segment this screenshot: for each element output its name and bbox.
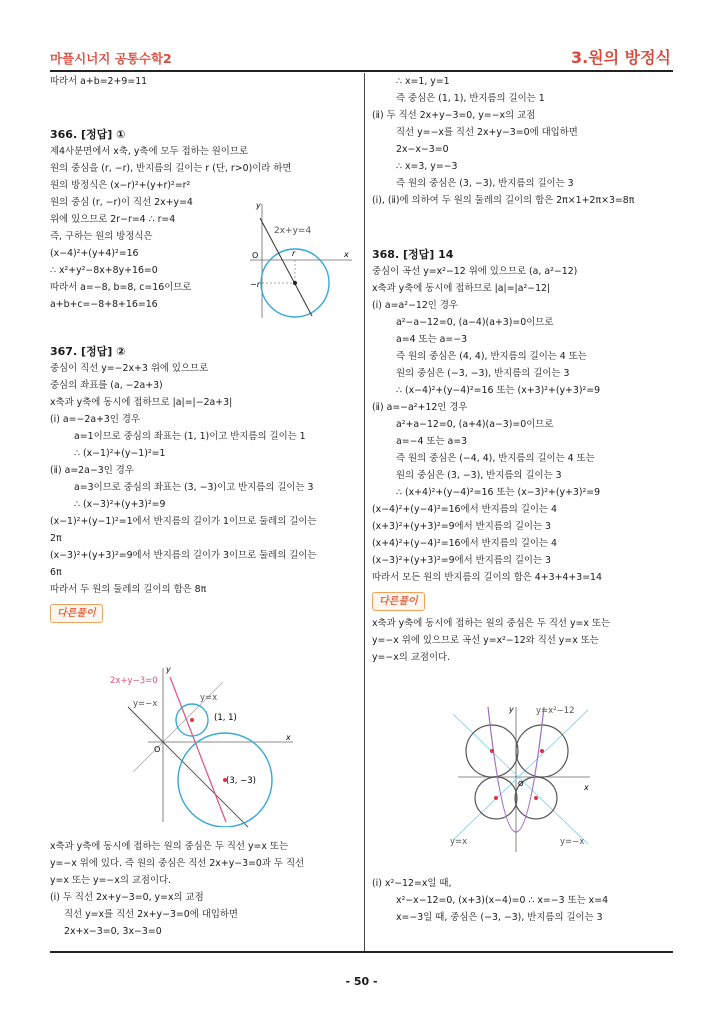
text-line: 원의 중심은 (−3, −3), 반지름의 길이는 3 (396, 368, 570, 379)
text-line: x=−3일 때, 중심은 (−3, −3), 반지름의 길이는 3 (396, 912, 603, 923)
text-line: 원의 중심 (r, −r)이 직선 2x+y=4 (50, 197, 193, 208)
chapter-title: 3.원의 방정식 (570, 48, 671, 67)
solution-367 (50, 343, 316, 621)
text-line: (x+3)²+(y+3)²=9에서 반지름의 길이는 3 (372, 521, 551, 532)
text-line: 6π (50, 567, 62, 578)
text-line: 원의 중심을 (r, −r), 반지름의 길이는 r (단, r>0)이라 하면 (50, 163, 292, 174)
x-label: x (286, 733, 291, 742)
text-line: 즉 원의 중심은 (3, −3), 반지름의 길이는 3 (396, 178, 574, 189)
text-line: a+b+c=−8+8+16=16 (50, 299, 158, 310)
text-line: 제4사분면에서 x축, y축에 모두 접하는 원이므로 (50, 146, 248, 157)
text-line: x축과 y축에 동시에 접하는 원의 중심은 두 직선 y=x 또는 (372, 618, 610, 629)
right-column-continuation (372, 73, 634, 209)
text-line: a²+a−12=0, (a+4)(a−3)=0이므로 (396, 419, 554, 430)
line-label: 2x+y=4 (274, 226, 312, 236)
text-line: ∴ x²+y²−8x+8y+16=0 (50, 265, 158, 276)
text-line: 즉 중심은 (1, 1), 반지름의 길이는 1 (396, 93, 545, 104)
alt-solution-367 (50, 838, 304, 940)
text-line: 따라서 두 원의 둘레의 길이의 합은 8π (50, 584, 207, 595)
center-point (293, 281, 297, 285)
line-2x-y-3 (170, 677, 226, 822)
text-line: a²−a−12=0, (a−4)(a+3)=0이므로 (396, 317, 554, 328)
text-line: (x−3)²+(y+3)²=9에서 반지름의 길이는 3 (372, 555, 551, 566)
ynx-label: y=−x (560, 837, 585, 847)
center2-label: (3, −3) (226, 776, 256, 786)
x-label: x (584, 783, 589, 792)
text-line: x축과 y축에 동시에 접하므로 |a|=|−2a+3| (50, 397, 233, 408)
text-line: (ⅱ) 두 직선 2x+y−3=0, y=−x의 교점 (372, 110, 536, 121)
text-line: y=−x 위에 있다. 즉 원의 중심은 직선 2x+y−3=0과 두 직선 (50, 858, 305, 869)
book-title: 마플시너지 공통수학2 (50, 51, 172, 66)
text-line: ∴ x=1, y=1 (396, 76, 450, 87)
origin-label: O (518, 780, 524, 788)
text-line: 즉 원의 중심은 (4, 4), 반지름의 길이는 4 또는 (396, 351, 587, 362)
text-line: 원의 방정식은 (x−r)²+(y+r)²=r² (50, 180, 191, 191)
solution-title: 367. [정답] ② (50, 345, 126, 358)
text-line: x축과 y축에 동시에 접하는 원의 중심은 두 직선 y=x 또는 (50, 841, 288, 852)
page-number: - 50 - (345, 975, 378, 988)
text-line: 중심이 직선 y=−2x+3 위에 있으므로 (50, 363, 209, 374)
y-label: y (256, 201, 261, 210)
text-line: 2x+x−3=0, 3x−3=0 (64, 926, 162, 937)
text-line: (ⅰ), (ⅱ)에 의하여 두 원의 둘레의 길이의 합은 2π×1+2π×3=8π (372, 195, 635, 206)
text-line: ∴ (x+4)²+(y−4)²=16 또는 (x−3)²+(y+3)²=9 (396, 487, 601, 498)
text-line: (x−4)²+(y−4)²=16에서 반지름의 길이는 4 (372, 504, 557, 515)
line-y-eq-x (453, 710, 588, 840)
line-y-eq-neg-x (128, 707, 253, 827)
text-line: x축과 y축에 동시에 접하므로 |a|=|a²−12| (372, 283, 551, 294)
text-line: ∴ x=3, y=−3 (396, 161, 458, 172)
y-label: y (166, 665, 171, 674)
text-line: (ⅱ) a=2a−3인 경우 (50, 465, 134, 476)
text-line: a=1이므로 중심의 좌표는 (1, 1)이고 반지름의 길이는 1 (74, 431, 306, 442)
text-line: x²−x−12=0, (x+3)(x−4)=0 ∴ x=−3 또는 x=4 (396, 895, 609, 906)
text-line: 따라서 a=−8, b=8, c=16이므로 (50, 282, 192, 293)
figure-367 (108, 662, 298, 827)
text-line: 즉, 구하는 원의 방정식은 (50, 231, 153, 242)
text-line: 2x−x−3=0 (396, 144, 449, 155)
figure-366 (240, 198, 360, 323)
header-rule (50, 70, 673, 72)
line-label: 2x+y−3=0 (110, 676, 158, 686)
text-line: y=−x 위에 있으므로 곡선 y=x²−12와 직선 y=x 또는 (372, 635, 599, 646)
text-line: y=x 또는 y=−x의 교점이다. (50, 875, 172, 886)
text-line: (x+4)²+(y−4)²=16에서 반지름의 길이는 4 (372, 538, 557, 549)
footer-rule (50, 951, 673, 953)
solution-368-end (372, 875, 608, 926)
text-line: 원의 중심은 (3, −3), 반지름의 길이는 3 (396, 470, 562, 481)
r-label: r (292, 249, 296, 258)
text-line: ∴ (x−3)²+(y+3)²=9 (74, 499, 166, 510)
text-line: 2π (50, 533, 62, 544)
solution-368 (372, 246, 610, 666)
y-label: y (509, 705, 514, 714)
text-line: 직선 y=x를 직선 2x+y−3=0에 대입하면 (64, 909, 238, 920)
text-line: 위에 있으므로 2r−r=4 ∴ r=4 (50, 214, 176, 225)
left-column (50, 73, 147, 90)
figure-368 (448, 702, 598, 862)
x-label: x (344, 250, 349, 259)
curve-label: y=x²−12 (536, 706, 575, 716)
text-line: a=4 또는 a=−3 (396, 334, 468, 345)
center1-label: (1, 1) (214, 713, 237, 723)
ynx-label: y=−x (133, 699, 158, 709)
origin-label: O (252, 251, 259, 260)
yx-label: y=x (450, 837, 468, 847)
solution-title: 366. [정답] ① (50, 128, 126, 141)
yx-label: y=x (200, 693, 218, 703)
text-line: (x−1)²+(y−1)²=1에서 반지름의 길이가 1이므로 둘레의 길이는 (50, 516, 317, 527)
text-line: (x−4)²+(y+4)²=16 (50, 248, 139, 259)
text-line: a=3이므로 중심의 좌표는 (3, −3)이고 반지름의 길이는 3 (74, 482, 314, 493)
alt-solution-badge: 다른풀이 (50, 604, 103, 623)
origin-label: O (154, 745, 161, 754)
text-line: 중심이 곡선 y=x²−12 위에 있으므로 (a, a²−12) (372, 266, 578, 277)
column-divider (364, 73, 365, 951)
alt-solution-badge: 다른풀이 (372, 592, 425, 611)
prev-answer: 따라서 a+b=2+9=11 (50, 76, 148, 87)
text-line: 따라서 모든 원의 반지름의 길이의 합은 4+3+4+3=14 (372, 572, 602, 583)
text-line: (ⅱ) a=−a²+12인 경우 (372, 402, 468, 413)
text-line: (ⅰ) a=−2a+3인 경우 (50, 414, 141, 425)
text-line: ∴ (x−1)²+(y−1)²=1 (74, 448, 166, 459)
text-line: (ⅰ) a=a²−12인 경우 (372, 300, 458, 311)
text-line: 직선 y=−x를 직선 2x+y−3=0에 대입하면 (396, 127, 578, 138)
solution-title: 368. [정답] 14 (372, 248, 454, 261)
text-line: (ⅰ) 두 직선 2x+y−3=0, y=x의 교점 (50, 892, 204, 903)
text-line: 즉 원의 중심은 (−4, 4), 반지름의 길이는 4 또는 (396, 453, 595, 464)
text-line: a=−4 또는 a=3 (396, 436, 468, 447)
text-line: (x−3)²+(y+3)²=9에서 반지름의 길이가 3이므로 둘레의 길이는 (50, 550, 317, 561)
text-line: ∴ (x−4)²+(y−4)²=16 또는 (x+3)²+(y+3)²=9 (396, 385, 601, 396)
text-line: (ⅰ) x²−12=x일 때, (372, 878, 452, 889)
text-line: 중심의 좌표를 (a, −2a+3) (50, 380, 163, 391)
neg-r-label: −r (250, 280, 260, 289)
text-line: y=−x의 교점이다. (372, 652, 451, 663)
